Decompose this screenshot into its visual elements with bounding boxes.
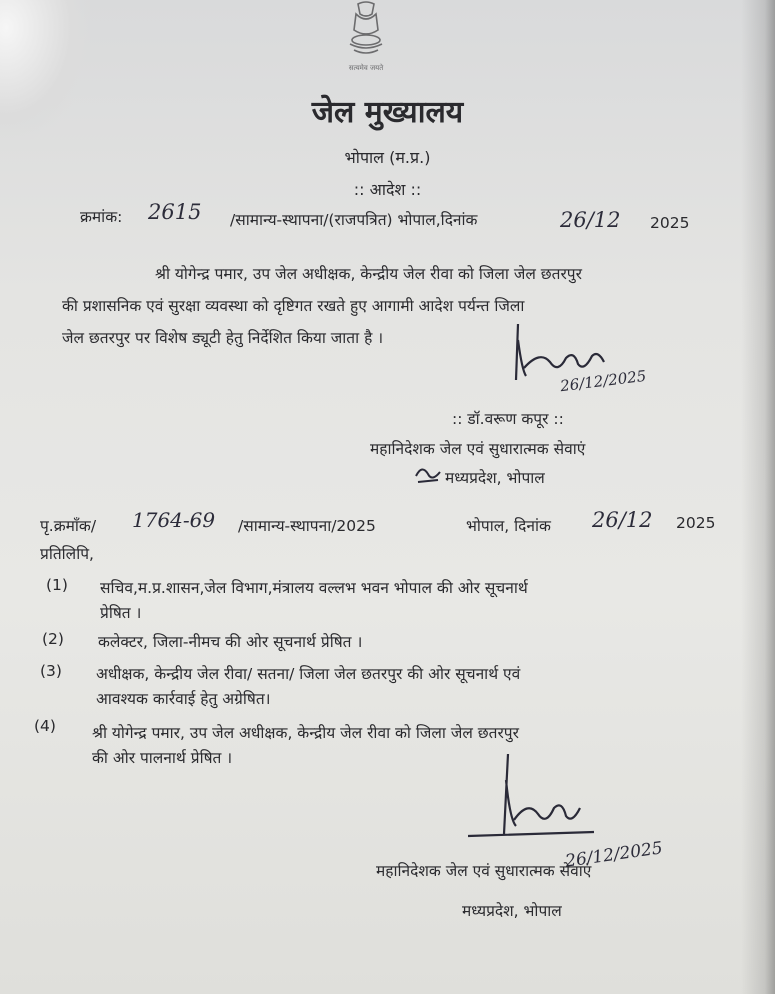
order-body-line-2: की प्रशासनिक एवं सुरक्षा व्यवस्था को दृष्टिगत रखते हुए आगामी आदेश पर्यन्त जिला — [62, 297, 525, 315]
order-date-handwritten: 26/12 — [560, 208, 621, 232]
copy-subject-line: /सामान्य-स्थापना/2025 — [238, 517, 376, 535]
copy-item-3-number: (3) — [40, 662, 62, 680]
copy-item-3-line-2: आवश्यक कार्रवाई हेतु अग्रेषित। — [96, 690, 271, 708]
signatory-2-location: मध्यप्रदेश, भोपाल — [462, 902, 562, 920]
copy-date-label: भोपाल, दिनांक — [466, 517, 551, 535]
office-city: भोपाल (म.प्र.) — [344, 148, 431, 167]
order-subject-line: /सामान्य-स्थापना/(राजपत्रित) भोपाल,दिनांक — [230, 211, 478, 229]
order-body-line-1: श्री योगेन्द्र पमार, उप जेल अधीक्षक, केन्द्रीय जेल रीवा को जिला जेल छतरपुर — [155, 265, 582, 283]
signatory-1-designation: महानिदेशक जेल एवं सुधारात्मक सेवाएं — [370, 440, 586, 458]
order-heading: :: आदेश :: — [353, 180, 422, 199]
copy-item-1-line-2: प्रेषित । — [100, 604, 142, 622]
copy-item-2-number: (2) — [42, 630, 64, 648]
signatory-2-designation: महानिदेशक जेल एवं सुधारात्मक सेवाएं — [376, 862, 592, 880]
copy-number-label: पृ.क्रमाँक/ — [40, 517, 97, 535]
signature-1-date: 26/12/2025 — [559, 366, 648, 396]
copy-item-4-line-2: की ओर पालनार्थ प्रेषित । — [92, 749, 233, 767]
copy-item-4-number: (4) — [34, 717, 56, 735]
copy-item-1-number: (1) — [46, 576, 68, 594]
initial-mark — [412, 462, 442, 488]
copy-item-2-line-1: कलेक्टर, जिला-नीमच की ओर सूचनार्थ प्रेषित । — [98, 633, 363, 651]
emblem-motto: सत्यमेव जयते — [348, 64, 384, 72]
signatory-1-location: मध्यप्रदेश, भोपाल — [445, 469, 545, 487]
copy-date-handwritten: 26/12 — [592, 508, 653, 532]
signature-2-date: 26/12/2025 — [564, 838, 664, 872]
signatory-name: :: डॉ.वरूण कपूर :: — [452, 410, 564, 428]
copy-item-1-line-1: सचिव,म.प्र.शासन,जेल विभाग,मंत्रालय वल्लभ भवन भोपाल की ओर सूचनार्थ — [100, 579, 528, 597]
order-body-line-3: जेल छतरपुर पर विशेष ड्यूटी हेतु निर्देशित किया जाता है । — [62, 329, 384, 347]
order-number-label: क्रमांक: — [80, 208, 123, 226]
signature-2-scribble — [468, 750, 598, 850]
copy-year: 2025 — [676, 514, 716, 532]
office-title: जेल मुख्यालय — [311, 95, 464, 130]
copy-item-4-line-1: श्री योगेन्द्र पमार, उप जेल अधीक्षक, केन्द्रीय जेल रीवा को जिला जेल छतरपुर — [92, 724, 519, 742]
copy-number-handwritten: 1764-69 — [132, 508, 216, 532]
order-year: 2025 — [650, 214, 690, 232]
copy-heading: प्रतिलिपि, — [40, 545, 94, 563]
copy-item-3-line-1: अधीक्षक, केन्द्रीय जेल रीवा/ सतना/ जिला जेल छतरपुर की ओर सूचनार्थ एवं — [96, 665, 521, 683]
order-number-handwritten: 2615 — [148, 200, 202, 224]
state-emblem-icon — [336, 0, 396, 78]
